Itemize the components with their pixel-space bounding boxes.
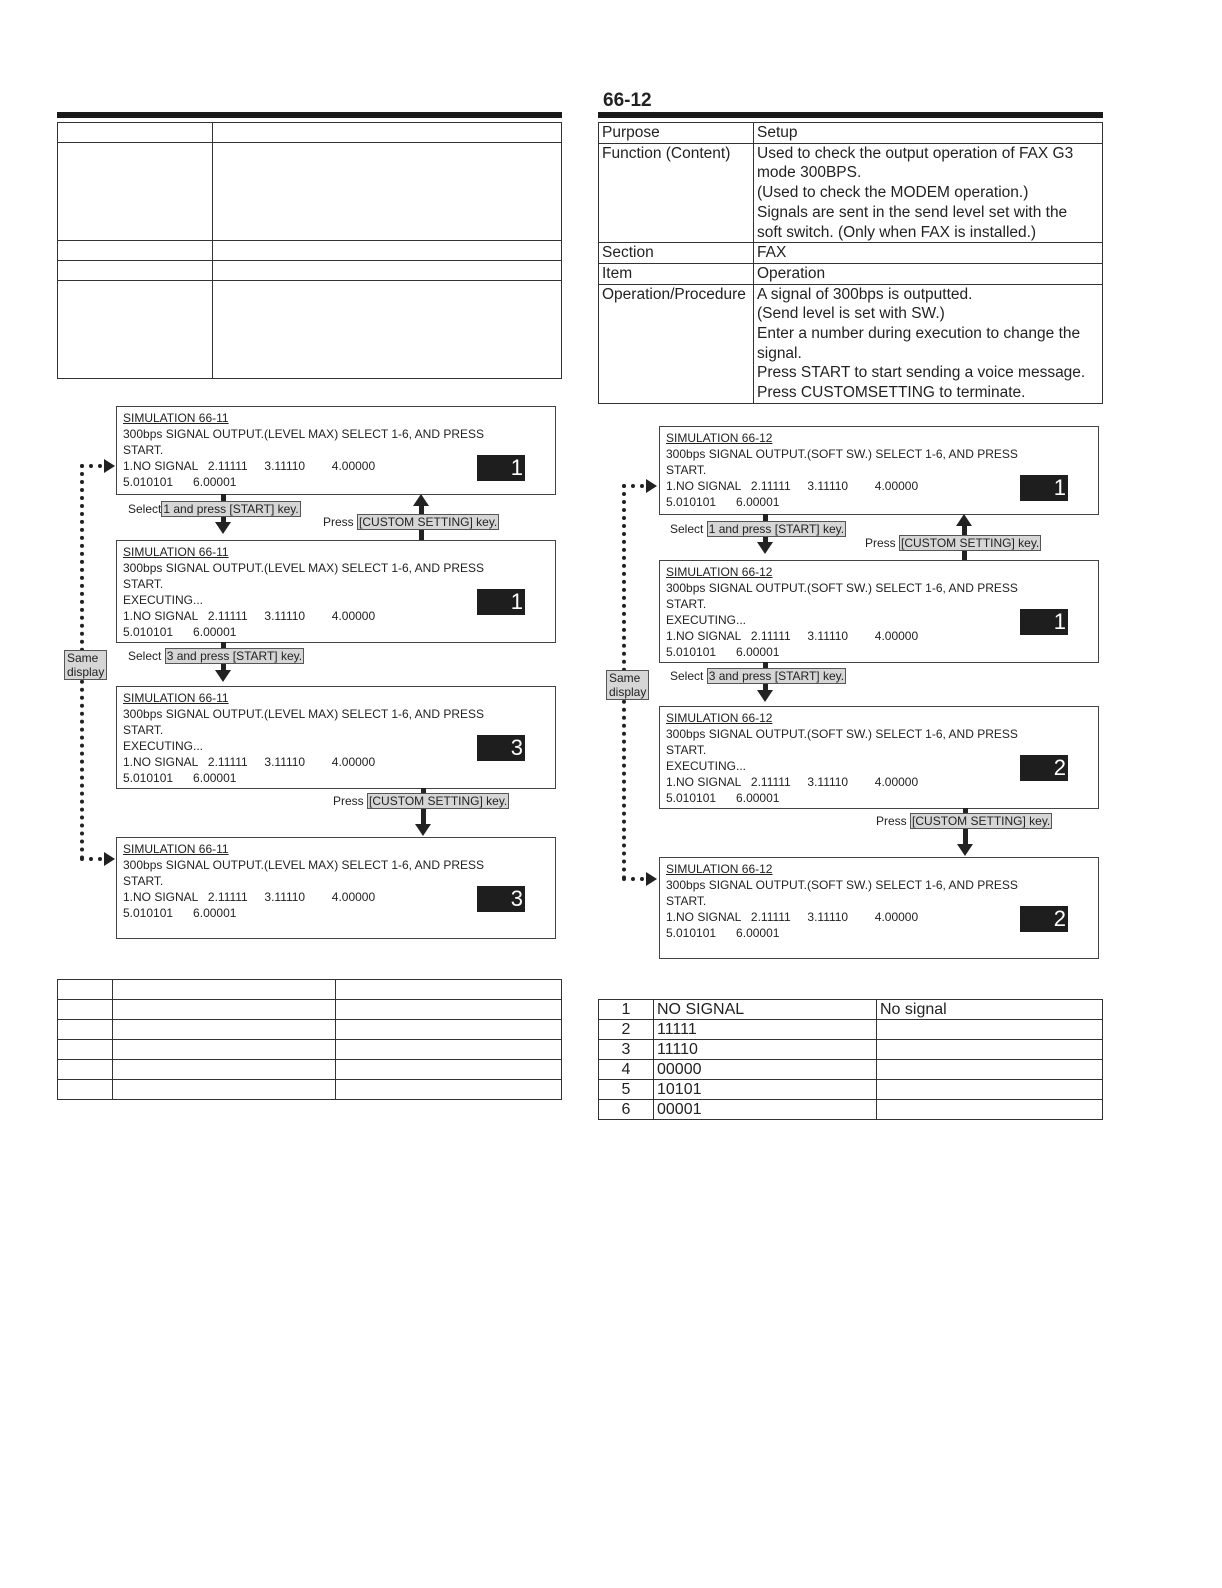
sim-screen-panel: SIMULATION 66-11 300bps SIGNAL OUTPUT.(LEVEL MAX) SELECT 1-6, AND PRESS START. EXECUTING... 1.NO SIGNAL 2.11111 3.11110 4.00000 5.010101 6.00001 3: [116, 686, 556, 789]
sim-line: 300bps SIGNAL OUTPUT.(LEVEL MAX) SELECT 1-6, AND PRESS: [123, 427, 485, 441]
sim-screen-panel: SIMULATION 66-12 300bps SIGNAL OUTPUT.(SOFT SW.) SELECT 1-6, AND PRESS START. EXECUTING... 1.NO SIGNAL 2.11111 3.11110 4.00000 5.010101 6.00001 1: [659, 560, 1099, 663]
selected-number: 1: [1020, 475, 1068, 501]
selected-number: 1: [477, 455, 525, 481]
info-row-function: [599, 143, 1103, 243]
right-arrow-head: [646, 872, 657, 886]
sim-line: START.: [123, 443, 164, 457]
select-3-label: Select 3 and press [START] key.: [128, 649, 303, 663]
info-value: Setup: [754, 123, 1103, 144]
info-row-procedure: [599, 284, 1103, 403]
right-info-table: [598, 122, 1103, 404]
sim-screen-panel: SIMULATION 66-12 300bps SIGNAL OUTPUT.(SOFT SW.) SELECT 1-6, AND PRESS START. 1.NO SIGNAL 2.11111 3.11110 4.00000 5.010101 6.00001 1: [659, 426, 1099, 515]
info-value: Operation: [754, 263, 1103, 284]
right-header-rule: [598, 112, 1103, 118]
dotted-connector: [80, 464, 102, 472]
sim-screen-panel: SIMULATION 66-12 300bps SIGNAL OUTPUT.(SOFT SW.) SELECT 1-6, AND PRESS START. 1.NO SIGNAL 2.11111 3.11110 4.00000 5.010101 6.00001 2: [659, 857, 1099, 959]
selected-number: 3: [477, 735, 525, 761]
info-value: Used to check the output operation of FAX G3 mode 300BPS. (Used to check the MODEM operation.) Signals are sent in the send level set with the soft switch. (Only when FAX is installed.): [754, 143, 1103, 243]
select-1-label: Select 1 and press [START] key.: [128, 502, 299, 516]
selected-number: 1: [477, 589, 525, 615]
sim-line: 5.010101 6.00001: [123, 475, 237, 489]
dotted-connector: [622, 877, 644, 885]
press-custom-label: Press [CUSTOM SETTING] key.: [323, 515, 498, 529]
info-row-item: [599, 263, 1103, 284]
info-value: A signal of 300bps is outputted. (Send level is set with SW.) Enter a number during execution to change the signal. Press START to start sending a voice message. Press CUSTOMSETTING to terminate.: [754, 284, 1103, 403]
table-row: 3 11110: [599, 1040, 1103, 1060]
info-value: FAX: [754, 243, 1103, 264]
signal-table: [598, 999, 1103, 1120]
right-arrow-head: [104, 459, 115, 473]
selected-number: 2: [1020, 755, 1068, 781]
table-row: 1 NO SIGNAL No signal: [599, 1000, 1103, 1020]
page-title: 66-12: [603, 90, 652, 111]
press-custom-label: Press [CUSTOM SETTING] key.: [333, 794, 508, 808]
sim-screen-panel: SIMULATION 66-12 300bps SIGNAL OUTPUT.(SOFT SW.) SELECT 1-6, AND PRESS START. EXECUTING... 1.NO SIGNAL 2.11111 3.11110 4.00000 5.010101 6.00001 2: [659, 706, 1099, 809]
down-arrow-head: [215, 522, 231, 534]
left-signal-table: [57, 979, 562, 1100]
info-key: Item: [599, 263, 754, 284]
sim-screen-panel: SIMULATION 66-11 300bps SIGNAL OUTPUT.(LEVEL MAX) SELECT 1-6, AND PRESS START. 1.NO SIGNAL 2.11111 3.11110 4.00000 5.010101 6.00001 3: [116, 837, 556, 939]
select-3-label: Select 3 and press [START] key.: [670, 669, 845, 683]
right-arrow-head: [646, 479, 657, 493]
selected-number: 1: [1020, 609, 1068, 635]
down-arrow-head: [957, 844, 973, 856]
dotted-connector: [622, 484, 644, 492]
sim-screen-panel: SIMULATION 66-11 300bps SIGNAL OUTPUT.(LEVEL MAX) SELECT 1-6, AND PRESS START. EXECUTING... 1.NO SIGNAL 2.11111 3.11110 4.00000 5.010101 6.00001 1: [116, 540, 556, 643]
up-arrow-head: [956, 514, 972, 526]
select-1-label: Select 1 and press [START] key.: [670, 522, 845, 536]
left-info-table: [57, 122, 562, 379]
table-row: 2 11111: [599, 1020, 1103, 1040]
sim-title: SIMULATION 66-11: [123, 411, 229, 425]
sim-line: 1.NO SIGNAL 2.11111 3.11110 4.00000: [123, 459, 376, 473]
left-header-rule: [57, 112, 562, 118]
same-display-label: Same display: [64, 650, 107, 680]
info-key: Purpose: [599, 123, 754, 144]
right-arrow-head: [104, 852, 115, 866]
table-row: 6 00001: [599, 1100, 1103, 1120]
info-row-section: [599, 243, 1103, 264]
down-arrow-head: [757, 542, 773, 554]
info-row-purpose: [599, 123, 1103, 144]
same-display-label: Same display: [606, 670, 649, 700]
press-custom-label: Press [CUSTOM SETTING] key.: [865, 536, 1040, 550]
up-arrow-head: [413, 494, 429, 506]
info-key: Function (Content): [599, 143, 754, 243]
selected-number: 3: [477, 886, 525, 912]
down-arrow-head: [215, 670, 231, 682]
press-custom-label: Press [CUSTOM SETTING] key.: [876, 814, 1051, 828]
dotted-connector: [80, 857, 102, 865]
table-row: 4 00000: [599, 1060, 1103, 1080]
down-arrow-head: [415, 824, 431, 836]
info-key: Operation/Procedure: [599, 284, 754, 403]
table-row: 5 10101: [599, 1080, 1103, 1100]
selected-number: 2: [1020, 906, 1068, 932]
down-arrow-head: [757, 690, 773, 702]
sim-screen-panel: [116, 406, 556, 495]
info-key: Section: [599, 243, 754, 264]
